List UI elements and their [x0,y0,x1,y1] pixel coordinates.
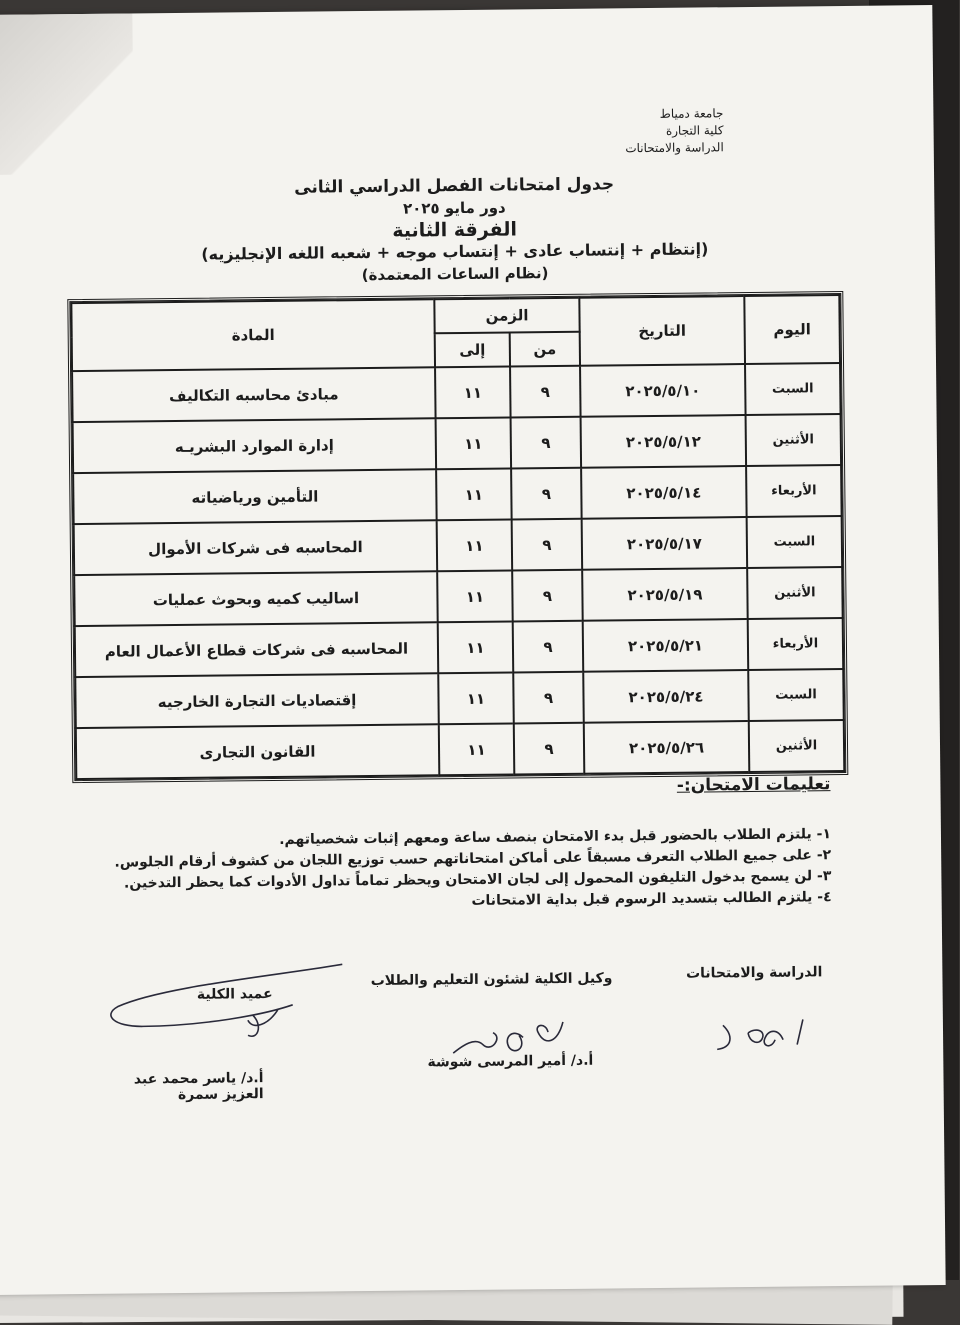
header-from: من [511,332,581,367]
cell-subject: إدارة الموارد البشريـه [74,418,437,473]
instruction-item: ٤- يلتزم الطالب بتسديد الرسوم قبل بداية الامتحانات [472,889,833,909]
cell-date: ٢٠٢٥/٥/١٠ [581,364,747,417]
cell-from: ٩ [513,570,584,622]
programs-line: (إنتظام + إنتساب عادى + إنتساب موجه + شعبه اللغه الإنجليزيه) [202,239,710,264]
cell-day: الأربعاء [749,618,845,670]
handwritten-signature-icon [414,1017,575,1069]
header-subject: المادة [72,299,436,371]
schedule-table [68,291,849,783]
instruction-item: ٢- على جميع الطلاب التعرف مسبقاً على أماكن امتحاناتهم حسب توزيع اللجان من كشوف أرقام الجلوس. [115,847,833,871]
cell-day: السبت [749,669,845,721]
institution-header [626,105,725,157]
cell-to: ١١ [438,519,514,571]
vice-dean-name: أ.د/ أمير المرسى شوشة [428,1052,595,1071]
cell-to: ١١ [439,672,515,724]
signatures-section [103,964,824,1112]
table-row [77,720,845,779]
session-line: دور مايو ٢٠٢٥ [403,198,507,218]
header-to: إلى [436,333,511,368]
university-name: جامعة دمياط [660,106,725,121]
department-name: الدراسة والامتحانات [626,140,725,156]
header-day: اليوم [745,295,841,364]
cell-to: ١١ [440,723,516,775]
title-line: جدول امتحانات الفصل الدراسي الثانى [295,174,616,198]
table-row [74,465,842,524]
faculty-name: كلية التجارة [666,123,725,138]
cell-subject: اساليب كميه وبحوث عمليات [75,571,438,626]
exam-instructions [71,774,832,916]
cell-date: ٢٠٢٥/٥/١٩ [583,568,749,621]
document-title [145,172,766,288]
instruction-item: ٣- لن يسمح بدخول التليفون المحمول إلى لجان الامتحان ويحظر تماماً تداول الأدوات كما يحظر التدخين. [124,868,833,892]
table-row [75,516,843,575]
exam-schedule-page [0,5,947,1295]
cell-day: الأثنين [748,567,844,619]
cell-from: ٩ [514,672,585,724]
cell-date: ٢٠٢٥/٥/١٢ [582,415,748,468]
cell-day: الأثنين [747,414,843,466]
cell-date: ٢٠٢٥/٥/١٧ [583,517,749,570]
instructions-title: تعليمات الامتحان:- [677,774,832,796]
cell-date: ٢٠٢٥/٥/٢١ [584,619,750,672]
handwritten-signature-icon [654,1004,815,1056]
cell-from: ٩ [511,366,582,418]
year-level-line: الفرقة الثانية [393,218,519,242]
cell-subject: المحاسبه فى شركات قطاع الأعمال العام [76,622,439,677]
cell-day: الأثنين [750,720,846,772]
cell-subject: إقتصاديات التجارة الخارجيه [76,673,439,728]
header-date: التاريخ [580,296,746,366]
cell-from: ٩ [515,723,586,775]
cell-to: ١١ [436,367,512,419]
cell-day: السبت [748,516,844,568]
cell-to: ١١ [438,570,514,622]
handwritten-signature-icon [103,959,354,1062]
table-row [75,567,843,626]
dean-name: أ.د/ ياسر محمد عبد العزيز سمرة [134,1070,265,1104]
cell-from: ٩ [512,468,583,520]
cell-date: ٢٠٢٥/٥/٢٤ [584,670,750,723]
cell-day: السبت [746,363,842,415]
cell-subject: مبادئ محاسبه التكاليف [73,367,436,422]
dean-title: عميد الكلية [197,986,274,1003]
system-line: (نظام الساعات المعتمدة) [362,264,550,285]
cell-from: ٩ [513,519,584,571]
table-row [76,669,844,728]
cell-to: ١١ [439,621,515,673]
cell-to: ١١ [437,417,513,469]
cell-subject: المحاسبه فى شركات الأموال [75,520,438,575]
table-row [74,414,842,473]
instruction-item: ١- يلتزم الطلاب بالحضور قبل بدء الامتحان بنصف ساعة ومعهم إثبات شخصياتهم. [280,826,833,848]
cell-from: ٩ [514,621,585,673]
cell-subject: التأمين ورياضياته [74,469,437,524]
cell-subject: القانون التجارى [77,724,440,779]
cell-date: ٢٠٢٥/٥/٢٦ [585,721,751,774]
cell-date: ٢٠٢٥/٥/١٤ [582,466,748,519]
table-row [76,618,844,677]
header-time: الزمن [435,298,580,334]
exams-office-label: الدراسة والامتحانات [686,964,824,982]
table-row [73,363,841,422]
cell-from: ٩ [512,417,583,469]
cell-day: الأربعاء [747,465,843,517]
cell-to: ١١ [437,468,513,520]
vice-dean-title: وكيل الكلية لشئون التعليم والطلاب [371,970,614,989]
folded-corner [0,13,135,175]
